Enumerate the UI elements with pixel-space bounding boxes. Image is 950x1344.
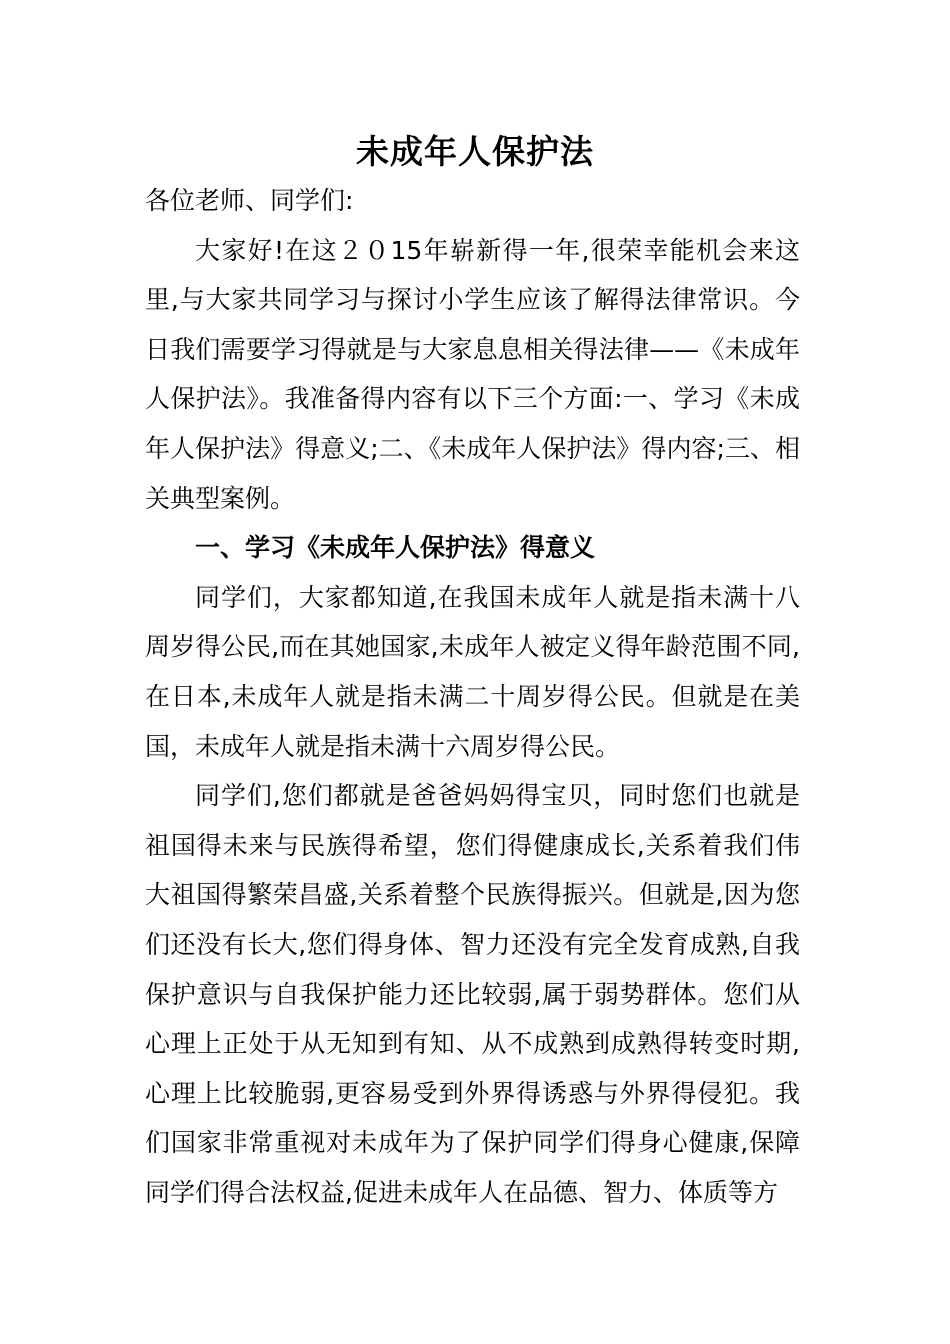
paragraph-significance: 同学们,您们都就是爸爸妈妈得宝贝，同时您们也就是祖国得未来与民族得希望，您们得健康成长,关系着我们伟大祖国得繁荣昌盛,关系着整个民族得振兴。但就是,因为您们还没有长大,您们得身体、智力还没有完全发育成熟,自我保护意识与自我保护能力还比较弱,属于弱势群体。您们从心理上正处于从无知到有知、从不成熟到成熟得转变时期,心理上比较脆弱,更容易受到外界得诱惑与外界得侵犯。我们国家非常重视对未成年为了保护同学们得身心健康,保障同学们得合法权益,促进未成年人在品德、智力、体质等方 [145, 781, 800, 1207]
paragraph-definition: 同学们，大家都知道,在我国未成年人就是指未满十八周岁得公民,而在其她国家,未成年人被定义得年龄范围不同,在日本,未成年人就是指未满二十周岁得公民。但就是在美国，未成年人就是指未满十六周岁得公民。 [145, 582, 800, 761]
paragraph-intro: 大家好!在这２０15年崭新得一年,很荣幸能机会来这里,与大家共同学习与探讨小学生应该了解得法律常识。今日我们需要学习得就是与大家息息相关得法律——《未成年人保护法》。我准备得内容有以下三个方面:一、学习《未成年人保护法》得意义;二、《未成年人保护法》得内容;三、相关典型案例。 [145, 235, 800, 513]
document-title: 未成年人保护法 [356, 132, 594, 171]
section-heading-1: 一、学习《未成年人保护法》得意义 [195, 533, 596, 563]
document-body [145, 176, 800, 1217]
salutation: 各位老师、同学们: [145, 186, 354, 215]
